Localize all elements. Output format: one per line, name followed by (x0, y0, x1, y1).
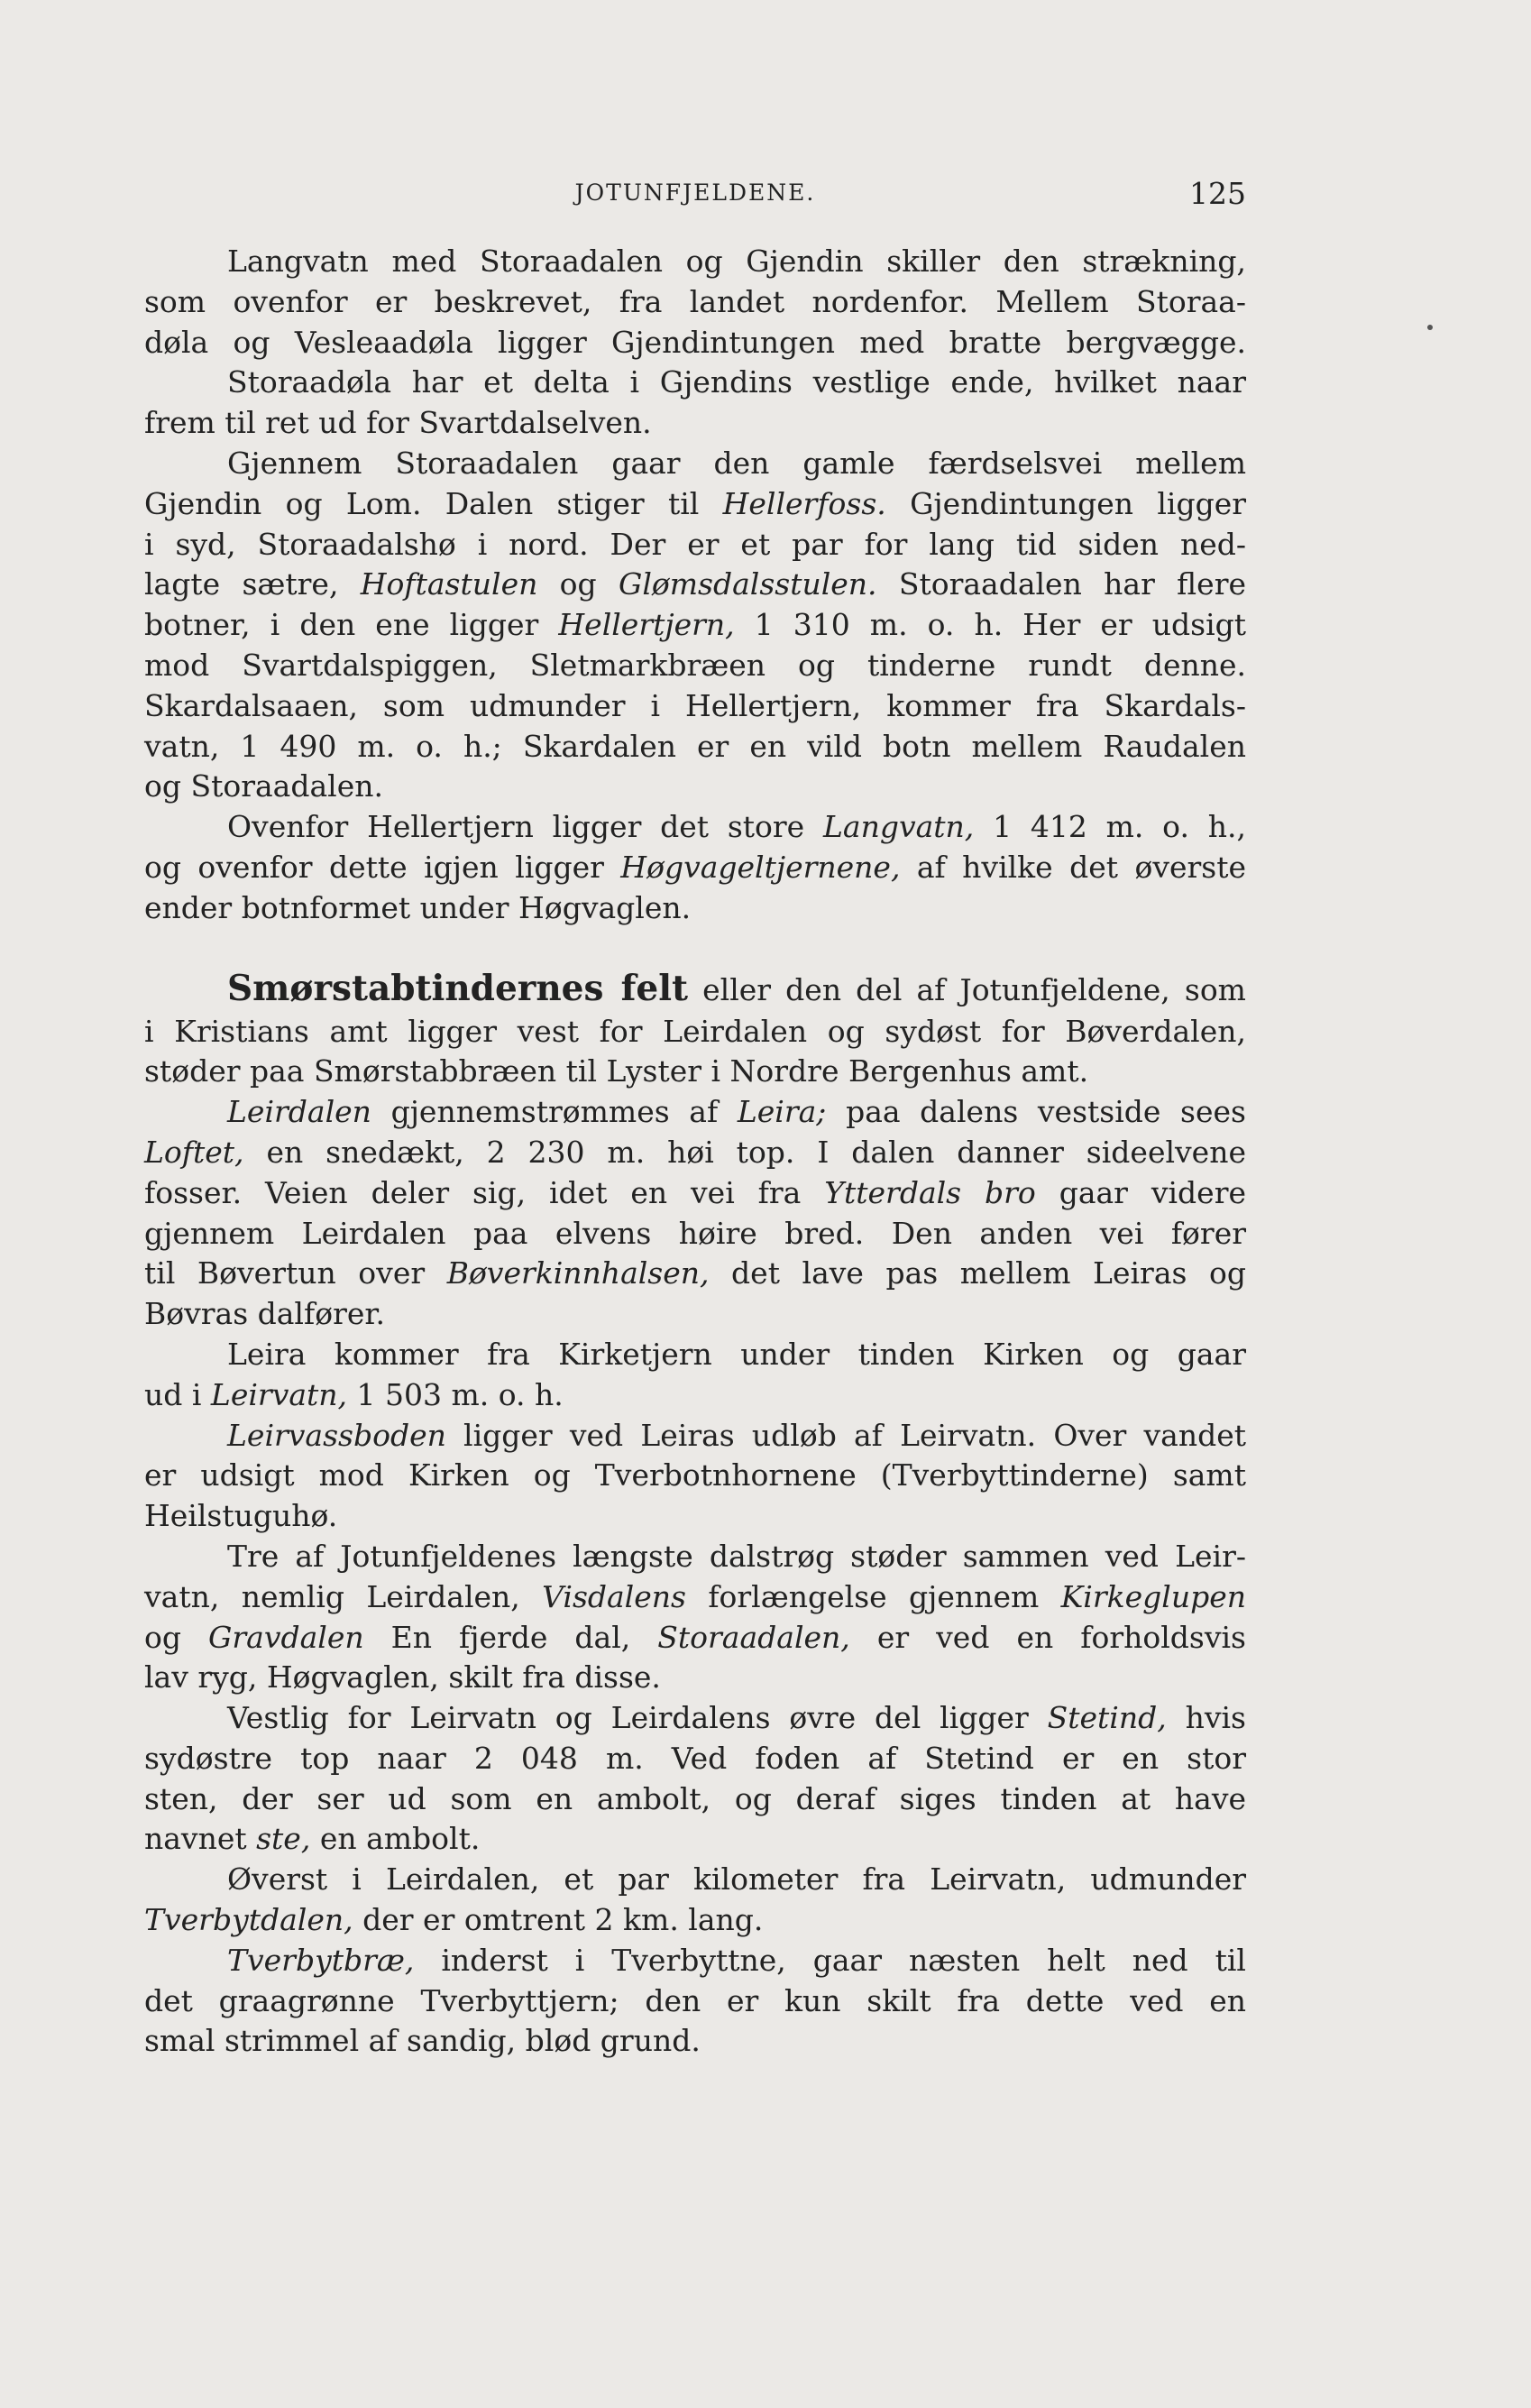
text-segment: det graagrønne Tverbyttjern; den er kun skilt fra dette ved en (144, 1982, 1246, 2018)
italic-place-name: Høgvageltjernene, (620, 849, 901, 885)
italic-place-name: Stetind, (1047, 1700, 1167, 1736)
text-line (144, 403, 1246, 444)
text-segment: til Bøvertun over (144, 1255, 447, 1291)
text-segment: gjennemstrømmes af (371, 1094, 738, 1130)
text-segment: 1 503 m. o. h. (347, 1376, 564, 1412)
text-segment: Leira kommer fra Kirketjern under tinden Kirken og gaar (227, 1336, 1246, 1372)
text-segment: hvis (1166, 1700, 1246, 1736)
text-line (144, 767, 1246, 807)
running-title: JOTUNFJELDENE. (574, 179, 816, 206)
text-line (144, 1133, 1246, 1173)
italic-place-name: Bøverkinnhalsen, (446, 1255, 710, 1291)
text-segment: og Storaadalen. (144, 768, 383, 804)
text-segment: støder paa Smørstabbræen til Lyster i Nordre Bergenhus amt. (144, 1053, 1089, 1089)
print-speck (1427, 325, 1433, 330)
text-line (144, 807, 1246, 848)
text-segment: sydøstre top naar 2 048 m. Ved foden af Stetind er en stor (144, 1740, 1246, 1776)
text-line (144, 1254, 1246, 1294)
text-segment: ender botnformet under Høgvaglen. (144, 889, 692, 925)
text-segment: eller den del af Jotunfjeldene, som (688, 971, 1246, 1007)
text-segment: Tre af Jotunfjeldenes længste dalstrøg støder sammen ved Leir- (227, 1538, 1246, 1574)
text-segment: af hvilke det øverste (900, 849, 1246, 885)
text-segment: En fjerde dal, (363, 1619, 658, 1655)
text-line (144, 323, 1246, 363)
text-line (144, 686, 1246, 727)
text-segment: fosser. Veien deler sig, idet en vei fra (144, 1174, 825, 1210)
italic-place-name: Leirdalen (227, 1094, 371, 1130)
text-segment: og (144, 1619, 209, 1655)
text-segment: og ovenfor dette igjen ligger (144, 849, 621, 885)
text-segment: Storaadøla har et delta i Gjendins vestlige ende, hvilket naar (227, 364, 1246, 400)
text-line (144, 1335, 1246, 1375)
text-line (144, 888, 1246, 929)
italic-place-name: Hellerfoss. (722, 485, 886, 521)
text-line (144, 1900, 1246, 1941)
text-segment: i syd, Storaadalshø i nord. Der er et par for lang tid siden ned- (144, 526, 1246, 562)
text-segment: vatn, nemlig Leirdalen, (144, 1578, 543, 1614)
text-line (144, 1860, 1246, 1900)
italic-place-name: Ytterdals bro (824, 1174, 1036, 1210)
text-line (144, 1537, 1246, 1577)
text-segment: som ovenfor er beskrevet, fra landet nordenfor. Mellem Storaa- (144, 283, 1246, 319)
text-line (144, 1092, 1246, 1133)
text-segment: paa dalens vestside sees (826, 1094, 1246, 1130)
text-line (144, 2021, 1246, 2062)
text-line (144, 363, 1246, 403)
italic-place-name: Langvatn, (822, 809, 975, 845)
text-line (144, 1496, 1246, 1537)
text-segment: inderst i Tverbyttne, gaar næsten helt ned til (414, 1942, 1246, 1978)
italic-place-name: Leirvatn, (210, 1376, 348, 1412)
text-segment: lagte sætre, (144, 566, 361, 602)
text-line (144, 242, 1246, 282)
text-segment: gjennem Leirdalen paa elvens høire bred. Den anden vei fører (144, 1215, 1246, 1251)
text-line (144, 1577, 1246, 1618)
italic-place-name: Kirkeglupen (1060, 1578, 1246, 1614)
text-line (144, 525, 1246, 565)
text-line (144, 565, 1246, 605)
text-segment: Storaadalen har flere (876, 566, 1246, 602)
text-segment: gaar videre (1035, 1174, 1246, 1210)
italic-place-name: Hellertjern, (558, 607, 735, 643)
text-segment: smal strimmel af sandig, blød grund. (144, 2023, 701, 2059)
text-segment: 1 310 m. o. h. Her er udsigt (734, 607, 1247, 643)
italic-place-name: Glømsdalsstulen. (618, 566, 877, 602)
text-line (144, 1658, 1246, 1698)
text-segment: navnet (144, 1821, 257, 1857)
text-line (144, 1375, 1246, 1416)
text-segment: der er omtrent 2 km. lang. (353, 1902, 764, 1938)
text-segment: det lave pas mellem Leiras og (709, 1255, 1246, 1291)
italic-place-name: Loftet, (144, 1134, 244, 1170)
text-segment: forlængelse gjennem (685, 1578, 1061, 1614)
text-line (144, 605, 1246, 646)
text-line (144, 1052, 1246, 1092)
text-segment: Gjennem Storaadalen gaar den gamle færdselsvei mellem (227, 445, 1246, 481)
text-line (144, 1941, 1246, 1981)
italic-place-name: Leira; (737, 1094, 827, 1130)
text-segment: botner, i den ene ligger (144, 607, 559, 643)
text-segment: Ovenfor Hellertjern ligger det store (227, 809, 823, 845)
text-segment: døla og Vesleaadøla ligger Gjendintungen med bratte bergvægge. (144, 324, 1246, 360)
text-line (144, 1456, 1246, 1496)
text-line (144, 1981, 1246, 2022)
text-segment: 1 412 m. o. h., (974, 809, 1246, 845)
text-line (144, 1739, 1246, 1779)
italic-place-name: Leirvassboden (227, 1417, 446, 1453)
text-line (144, 1698, 1246, 1739)
text-segment: en ambolt. (310, 1821, 481, 1857)
text-segment: i Kristians amt ligger vest for Leirdalen og sydøst for Bøverdalen, (144, 1013, 1246, 1049)
italic-place-name: Visdalens (542, 1578, 686, 1614)
text-line (144, 1173, 1246, 1214)
text-segment: lav ryg, Høgvaglen, skilt fra disse. (144, 1659, 661, 1696)
text-segment: mod Svartdalspiggen, Sletmarkbræen og tinderne rundt denne. (144, 647, 1246, 683)
text-line (144, 848, 1246, 888)
page-header (144, 176, 1246, 216)
text-segment: Bøvras dalfører. (144, 1296, 386, 1332)
text-segment: og (537, 566, 619, 602)
text-segment: en snedækt, 2 230 m. høi top. I dalen danner sideelvene (243, 1134, 1246, 1170)
text-segment: Langvatn med Storaadalen og Gjendin skiller den strækning, (227, 244, 1246, 279)
italic-place-name: Tverbytbræ, (227, 1942, 415, 1978)
italic-place-name: ste, (256, 1821, 311, 1857)
section-heading-line (144, 965, 1246, 1012)
text-segment: Gjendintungen ligger (885, 485, 1246, 521)
italic-place-name: Storaadalen, (657, 1619, 850, 1655)
text-line (144, 282, 1246, 323)
text-segment: Gjendin og Lom. Dalen stiger til (144, 485, 723, 521)
text-segment: ligger ved Leiras udløb af Leirvatn. Over vandet (445, 1417, 1246, 1453)
text-line (144, 1416, 1246, 1457)
section-heading: Smørstabtindernes felt (227, 967, 689, 1009)
text-segment: frem til ret ud for Svartdalselven. (144, 405, 652, 441)
text-line (144, 1779, 1246, 1820)
text-segment: vatn, 1 490 m. o. h.; Skardalen er en vild botn mellem Raudalen (144, 728, 1246, 764)
text-line (144, 646, 1246, 686)
text-line (144, 1214, 1246, 1255)
text-segment: Vestlig for Leirvatn og Leirdalens øvre del ligger (227, 1700, 1048, 1736)
text-segment: ud i (144, 1376, 211, 1412)
text-segment: Skardalsaaen, som udmunder i Hellertjern, kommer fra Skardals- (144, 687, 1246, 723)
text-segment: Øverst i Leirdalen, et par kilometer fra Leirvatn, udmunder (227, 1861, 1246, 1898)
text-line (144, 1294, 1246, 1335)
text-line (144, 1618, 1246, 1659)
italic-place-name: Hoftastulen (360, 566, 538, 602)
text-line (144, 1819, 1246, 1860)
text-line (144, 727, 1246, 767)
text-segment: Heilstuguhø. (144, 1498, 338, 1534)
italic-place-name: Tverbytdalen, (144, 1902, 353, 1938)
text-line (144, 444, 1246, 484)
italic-place-name: Gravdalen (208, 1619, 364, 1655)
text-segment: sten, der ser ud som en ambolt, og deraf siges tinden at have (144, 1780, 1246, 1816)
text-line (144, 1012, 1246, 1052)
text-segment: er ved en forholdsvis (849, 1619, 1246, 1655)
text-line (144, 484, 1246, 525)
text-segment: er udsigt mod Kirken og Tverbotnhornene (Tverbyttinderne) samt (144, 1457, 1246, 1494)
page-number: 125 (1189, 176, 1246, 211)
body-text (144, 242, 1246, 2062)
